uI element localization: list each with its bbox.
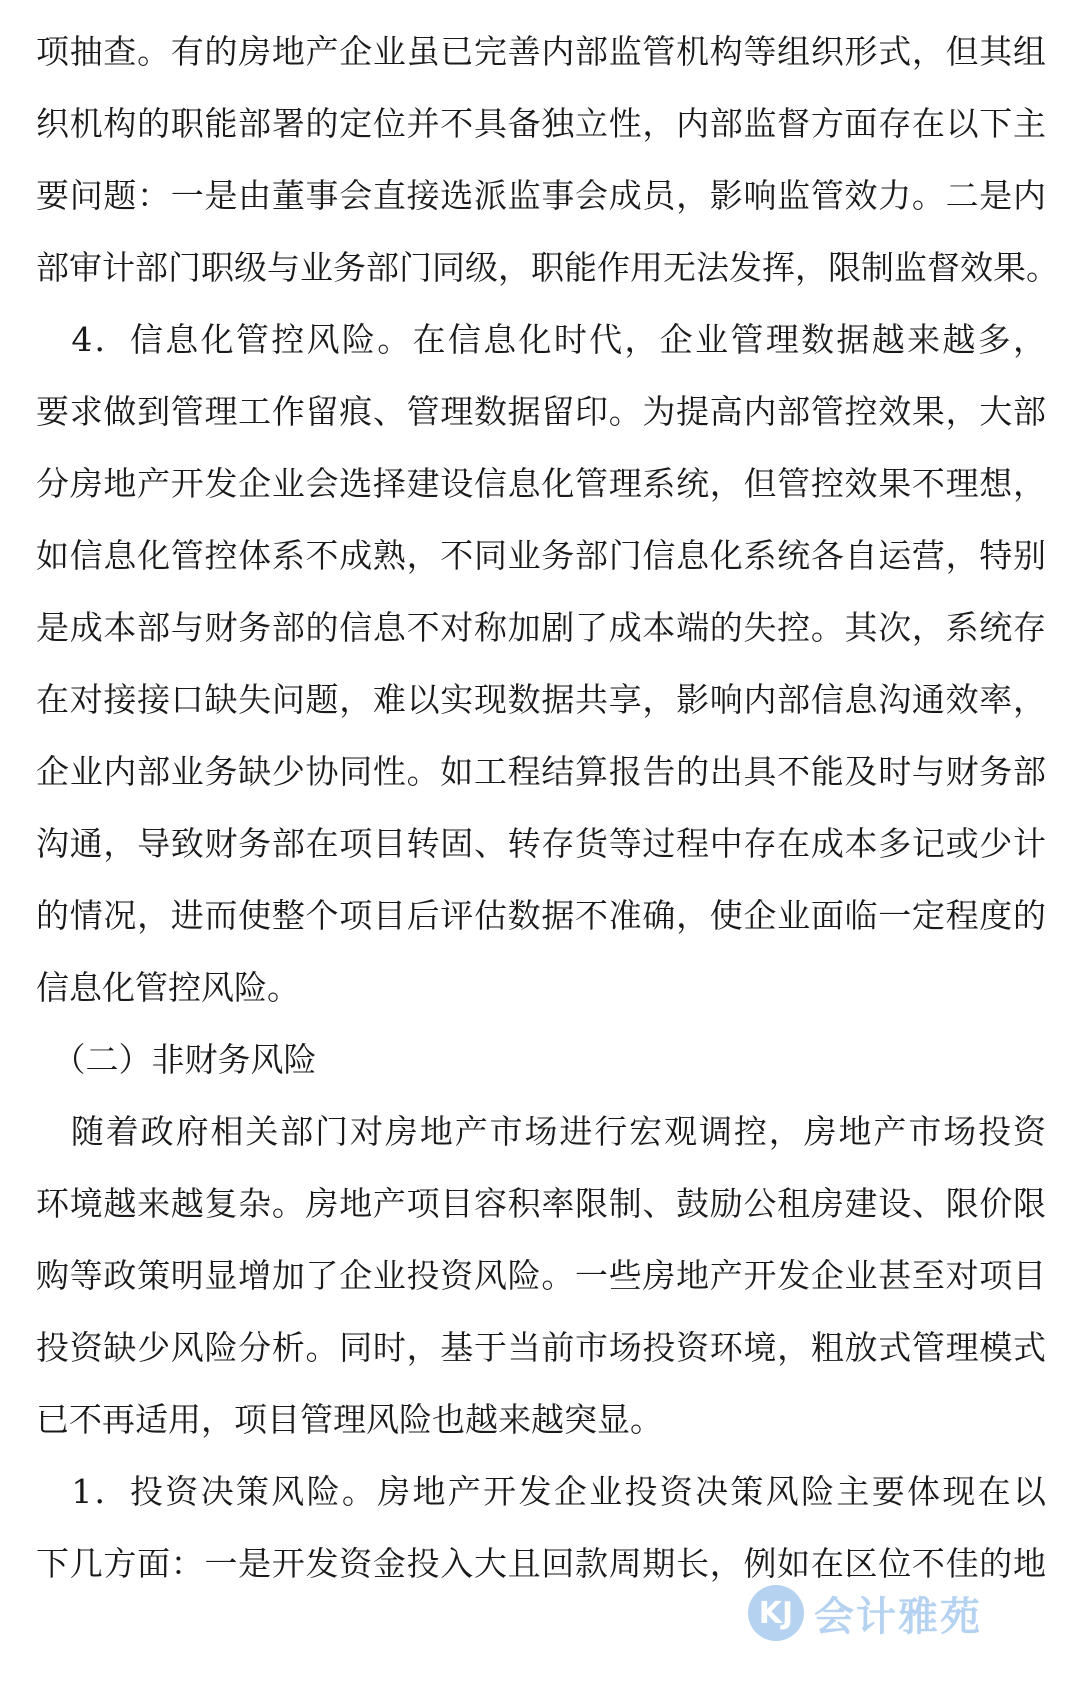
text-line: 如信息化管控体系不成熟，不同业务部门信息化系统各自运营，特别: [36, 536, 1046, 575]
text-line: 投资缺少风险分析。同时，基于当前市场投资环境，粗放式管理模式: [36, 1328, 1046, 1367]
section-heading-line: 1．投资决策风险。房地产开发企业投资决策风险主要体现在以: [36, 1472, 1046, 1511]
text-line: 的情况，进而使整个项目后评估数据不准确，使企业面临一定程度的: [36, 896, 1046, 935]
text-line: 购等政策明显增加了企业投资风险。一些房地产开发企业甚至对项目: [36, 1256, 1046, 1295]
watermark-text: 会计雅苑: [814, 1593, 982, 1640]
text-line: 要问题：一是由董事会直接选派监事会成员，影响监管效力。二是内: [36, 176, 1046, 215]
text-line: 下几方面：一是开发资金投入大且回款周期长，例如在区位不佳的地: [36, 1544, 1046, 1583]
text-line: 已不再适用，项目管理风险也越来越突显。: [36, 1400, 663, 1439]
text-line: 部审计部门职级与业务部门同级，职能作用无法发挥，限制监督效果。: [36, 248, 1059, 287]
text-line: 项抽查。有的房地产企业虽已完善内部监管机构等组织形式，但其组: [36, 32, 1046, 71]
subsection-heading: （二）非财务风险: [36, 1040, 317, 1079]
text-line: 要求做到管理工作留痕、管理数据留印。为提高内部管控效果，大部: [36, 392, 1046, 431]
section-heading-line: 4．信息化管控风险。在信息化时代，企业管理数据越来越多，: [36, 320, 1046, 359]
text-line: 企业内部业务缺少协同性。如工程结算报告的出具不能及时与财务部: [36, 752, 1046, 791]
text-line: 在对接接口缺失问题，难以实现数据共享，影响内部信息沟通效率，: [36, 680, 1046, 719]
text-line: 织机构的职能部署的定位并不具备独立性，内部监督方面存在以下主: [36, 104, 1046, 143]
watermark-logo-icon: KJ: [748, 1585, 804, 1641]
text-line: 分房地产开发企业会选择建设信息化管理系统，但管控效果不理想，: [36, 464, 1046, 503]
text-line: 沟通，导致财务部在项目转固、转存货等过程中存在成本多记或少计: [36, 824, 1046, 863]
text-line: 信息化管控风险。: [36, 968, 300, 1007]
text-line: 环境越来越复杂。房地产项目容积率限制、鼓励公租房建设、限价限: [36, 1184, 1046, 1223]
text-line: 是成本部与财务部的信息不对称加剧了成本端的失控。其次，系统存: [36, 608, 1046, 647]
text-line: 随着政府相关部门对房地产市场进行宏观调控，房地产市场投资: [36, 1112, 1046, 1151]
